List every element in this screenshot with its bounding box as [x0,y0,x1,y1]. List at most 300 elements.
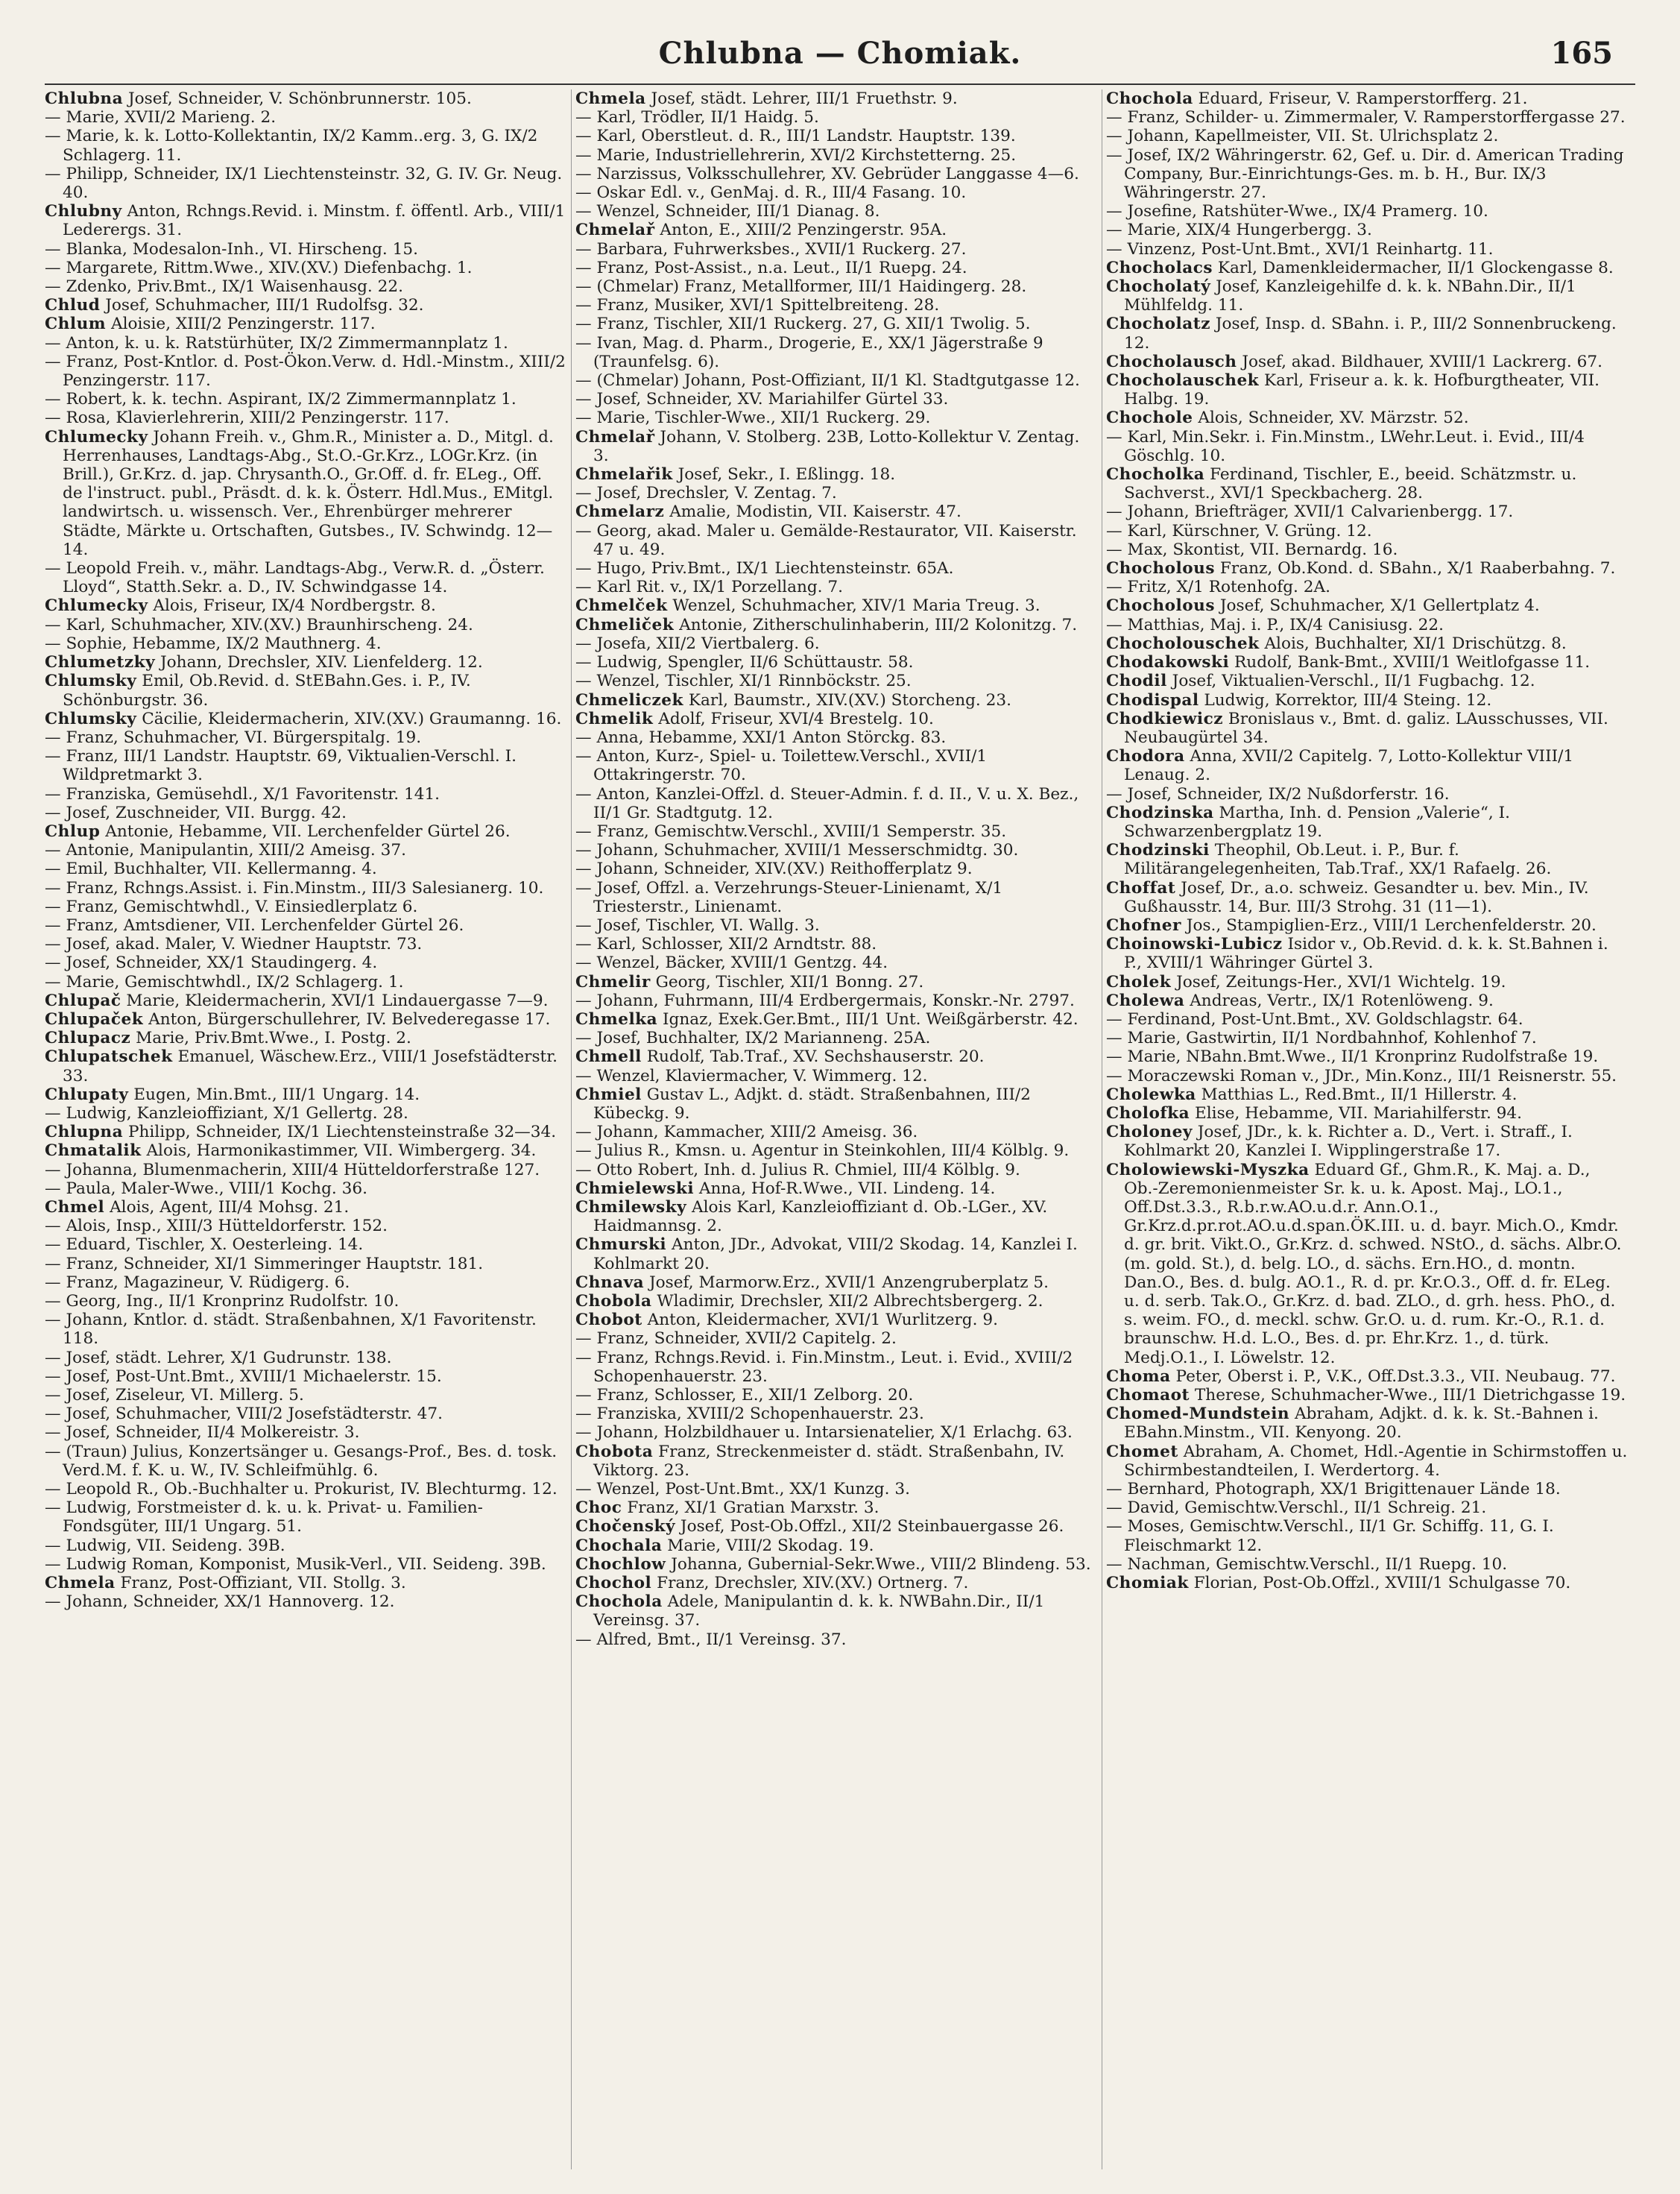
entry-details: — Johann, Kapellmeister, VII. St. Ulrichsplatz 2. [1106,127,1499,146]
entry-details: Amalie, Modistin, VII. Kaiserstr. 47. [669,502,961,522]
entry-details: — Marie, NBahn.Bmt.Wwe., II/1 Kronprinz Rudolfstraße 19. [1106,1047,1599,1067]
entry-details: — (Chmelar) Franz, Metallformer, III/1 Haidingerg. 28. [575,277,1027,297]
entry-details: Aloisie, XIII/2 Penzingerstr. 117. [111,315,376,334]
entry-details: — Philipp, Schneider, IX/1 Liechtensteinstr. 32, G. IV. Gr. Neug. 40. [45,164,563,203]
page-title: Chlubna — Chomiak. [658,36,1022,71]
entry-surname: Chmela [575,89,646,108]
directory-entry [45,1311,566,1348]
entry-details: — Sophie, Hebamme, IX/2 Mauthnerg. 4. [45,634,382,653]
directory-entry [1106,409,1628,427]
directory-entry [1106,146,1628,203]
entry-details: Eduard, Friseur, V. Ramperstorfferg. 21. [1198,89,1528,108]
directory-entry [1106,1386,1628,1405]
directory-entry [45,165,566,202]
entry-surname: Chomaot [1106,1386,1190,1405]
directory-entry [575,973,1097,992]
directory-entry [1106,691,1628,710]
entry-details: Elise, Hebamme, VII. Mariahilferstr. 94. [1195,1103,1523,1123]
entry-details: — Josef, Zuschneider, VII. Burgg. 42. [45,803,347,822]
directory-entry [45,596,566,615]
entry-details: — Anton, Kanzlei-Offzl. d. Steuer-Admin. f. d. II., V. u. X. Bez., II/1 Gr. Stadtgutg. 12. [575,784,1079,822]
directory-entry [45,1443,566,1480]
entry-details: Josef, Insp. d. SBahn. i. P., III/2 Sonnenbruckeng. 12. [1124,315,1617,353]
directory-entry [45,822,566,841]
entry-surname: Choloney [1106,1123,1193,1142]
entry-details: — Eduard, Tischler, X. Oesterleing. 14. [45,1235,364,1255]
entry-details: — Karl, Schlosser, XII/2 Arndtstr. 88. [575,935,877,954]
directory-entry [1106,221,1628,239]
directory-entry [45,315,566,333]
entry-details: Eduard Gf., Ghm.R., K. Maj. a. D., Ob.-Zeremonienmeister Sr. k. u. k. Apost. Maj., LO.1., Off.Dst.3.3., R.b.r.w.AO.u.d.r. Ann.O.1., Gr.Krz.d.pr.rot.AO.u.d.span.ÖK.III. u. d. bayr. Mich.O., Kmdr. d. gr. brit. Vikt.O., Gr.Krz. d. schwed. NStO., d. sächs. Albr.O. (m. gold. St.), d. belg. LO., d. sächs. Ern.HO., d. montn. Dan.O., Bes. d. bulg. AO.1., R. d. pr. Kr.O.3., Off. d. fr. ELeg. u. d. serb. Tak.O., Gr.Krz. d. bad. ZLO., d. grh. hess. PhO., d. s. weim. FO., d. meckl. schw. Gr.O. u. d. rum. Kr.-O., R.1. d. braunschw. H.d. L.O., Bes. d. pr. Ehr.Krz. 1., d. türk. Medj.O.1., I. Löwelstr. 12. [1124,1160,1622,1367]
directory-entry [1106,1555,1628,1574]
entry-details: — Johann, Briefträger, XVII/1 Calvarienbergg. 17. [1106,502,1514,522]
entry-surname: Chlupatschek [45,1047,173,1067]
entry-details: — Wenzel, Klaviermacher, V. Wimmerg. 12. [575,1066,928,1085]
entry-details: Rudolf, Bank-Bmt., XVIII/1 Weitlofgasse 11. [1234,653,1591,672]
entry-details: — Karl Rit. v., IX/1 Porzellang. 7. [575,578,844,597]
entry-details: — Narzissus, Volksschullehrer, XV. Gebrüder Langgasse 4—6. [575,164,1079,183]
directory-entry [45,879,566,898]
directory-entry [45,785,566,804]
entry-surname: Chlupna [45,1123,124,1142]
entry-details: — Karl, Kürschner, V. Grüng. 12. [1106,521,1372,540]
directory-entry [1106,596,1628,615]
entry-surname: Cholek [1106,972,1172,992]
entry-details: — Fritz, X/1 Rotenhofg. 2A. [1106,578,1330,597]
directory-entry [575,578,1097,596]
directory-entry [575,841,1097,860]
directory-entry [45,1349,566,1367]
directory-entry [575,672,1097,690]
entry-surname: Chmeliczek [575,690,683,710]
entry-surname: Chmiel [575,1085,642,1104]
directory-entry [575,1574,1097,1592]
entry-details: — Franz, Gemischtw.Verschl., XVIII/1 Semperstr. 35. [575,822,1007,841]
directory-entry [575,1198,1097,1235]
directory-entry [1106,841,1628,878]
entry-details: — Josefa, XII/2 Viertbalerg. 6. [575,634,820,653]
entry-surname: Choffat [1106,878,1176,898]
entry-details: Ignaz, Exek.Ger.Bmt., III/1 Unt. Weißgärberstr. 42. [663,1009,1079,1029]
directory-entry [575,1329,1097,1348]
entry-surname: Cholowiewski-Myszka [1106,1160,1310,1179]
directory-entry [1106,710,1628,747]
entry-surname: Chochlow [575,1554,666,1574]
directory-entry [1106,785,1628,804]
entry-details: — (Chmelar) Johann, Post-Offiziant, II/1 Kl. Stadtgutgasse 12. [575,371,1080,391]
entry-details: Anton, E., XIII/2 Penzingerstr. 95A. [660,221,947,240]
entry-details: Johann, Drechsler, XIV. Lienfelderg. 12. [160,653,483,672]
entry-details: — Wenzel, Schneider, III/1 Dianag. 8. [575,202,880,221]
entry-surname: Cholewa [1106,991,1185,1010]
entry-details: Wenzel, Schuhmacher, XIV/1 Maria Treug. 3. [672,596,1040,616]
directory-entry [575,1349,1097,1386]
directory-entry [575,1273,1097,1292]
entry-surname: Chomed-Mundstein [1106,1405,1290,1424]
entry-details: — Wenzel, Post-Unt.Bmt., XX/1 Kunzg. 3. [575,1480,910,1499]
directory-entry [575,1067,1097,1085]
entry-details: Karl, Baumstr., XIV.(XV.) Storcheng. 23. [688,690,1011,710]
entry-details: — Otto Robert, Inh. d. Julius R. Chmiel, III/4 Kölblg. 9. [575,1160,1020,1179]
entry-details: — Franz, Schuhmacher, VI. Bürgerspitalg. 19. [45,728,422,747]
entry-surname: Chocholatý [1106,277,1211,297]
entry-surname: Chmatalik [45,1141,142,1161]
entry-details: Abraham, A. Chomet, Hdl.-Agentie in Schirmstoffen u. Schirmbestandteilen, I. Werdertorg. 4. [1124,1442,1628,1480]
entry-details: Matthias L., Red.Bmt., II/1 Hillerstr. 4. [1201,1085,1518,1104]
entry-details: — Barbara, Fuhrwerksbes., XVII/1 Ruckerg. 27. [575,239,967,259]
directory-entry [45,353,566,390]
directory-entry [575,1555,1097,1574]
entry-details: — Josef, Schneider, II/4 Molkereistr. 3. [45,1423,360,1443]
directory-entry [1106,315,1628,352]
directory-entry [575,691,1097,710]
directory-entry [1106,465,1628,502]
entry-details: Peter, Oberst i. P., V.K., Off.Dst.3.3., VII. Neubaug. 77. [1175,1366,1616,1386]
entry-details: Franz, Post-Offiziant, VII. Stollg. 3. [120,1574,406,1593]
entry-surname: Chodzinski [1106,841,1210,860]
entry-details: Gustav L., Adjkt. d. städt. Straßenbahnen, III/2 Kübeckg. 9. [593,1085,1031,1123]
directory-entry [45,953,566,972]
directory-entry [45,409,566,427]
entry-details: — Johann, Schuhmacher, XVIII/1 Messerschmidtg. 30. [575,841,1019,860]
entry-details: — Franz, Gemischtwhdl., V. Einsiedlerplatz 6. [45,897,418,916]
entry-surname: Chodora [1106,747,1185,766]
directory-entry [575,1405,1097,1423]
directory-entry [45,1141,566,1160]
directory-entry [575,728,1097,747]
directory-entry [575,1047,1097,1066]
entry-surname: Chmell [575,1047,642,1067]
entry-surname: Chmelka [575,1009,658,1029]
entry-surname: Chlupaty [45,1085,129,1104]
entry-surname: Chmel [45,1197,105,1217]
entry-details: Josef, Marmorw.Erz., XVII/1 Anzengruberplatz 5. [649,1273,1049,1292]
directory-entry [45,127,566,164]
directory-entry [575,259,1097,277]
entry-details: — Leopold Freih. v., mähr. Landtags-Abg., Verw.R. d. „Österr. Lloyd“, Statth.Sekr. a. D., IV. Schwindgasse 14. [45,559,545,597]
entry-details: Marie, Priv.Bmt.Wwe., I. Postg. 2. [136,1029,411,1048]
entry-surname: Chlumecky [45,596,148,616]
entry-surname: Chofner [1106,915,1181,935]
entry-details: — Karl, Trödler, II/1 Haidg. 5. [575,108,819,127]
entry-details: Martha, Inh. d. Pension „Valerie“, I. Schwarzenbergplatz 19. [1124,803,1511,841]
directory-entry [1106,371,1628,409]
entry-details: — Franz, Magazineur, V. Rüdigerg. 6. [45,1273,350,1292]
entry-details: — (Traun) Julius, Konzertsänger u. Gesangs-Prof., Bes. d. tosk. Verd.M. f. K. u. W., IV. Schleifmühlg. 6. [45,1442,558,1480]
entry-details: — Franz, Rchngs.Assist. i. Fin.Minstm., III/3 Salesianerg. 10. [45,878,544,898]
entry-details: — Johann, Schneider, XIV.(XV.) Reithofferplatz 9. [575,860,973,879]
entry-details: — Paula, Maler-Wwe., VIII/1 Kochg. 36. [45,1179,367,1198]
entry-surname: Chobot [575,1311,642,1330]
entry-details: — Josef, Schneider, XV. Mariahilfer Gürtel 33. [575,390,949,409]
directory-entry [1106,1029,1628,1047]
entry-details: — Marie, Gastwirtin, II/1 Nordbahnhof, Kohlenhof 7. [1106,1029,1537,1048]
directory-entry [575,710,1097,728]
entry-details: — Wenzel, Bäcker, XVIII/1 Gentzg. 44. [575,953,888,973]
entry-details: Josef, Dr., a.o. schweiz. Gesandter u. bev. Min., IV. Gußhausstr. 14, Bur. III/3 Strohg. 31 (11—1). [1124,878,1589,916]
entry-details: Antonie, Zitherschulinhaberin, III/2 Kolonitzg. 7. [679,615,1078,634]
entry-surname: Chlumecky [45,427,148,447]
entry-details: — Franz, Rchngs.Revid. i. Fin.Minstm., Leut. i. Evid., XVIII/2 Schopenhauerstr. 23. [575,1348,1073,1386]
entry-details: Alois, Schneider, XV. Märzstr. 52. [1198,409,1469,428]
directory-entry [45,898,566,916]
directory-entry [575,1386,1097,1405]
directory-entry [1106,1480,1628,1498]
directory-entry [1106,747,1628,784]
directory-entry [45,1104,566,1123]
entry-details: — Anton, Kurz-, Spiel- u. Toilettew.Verschl., XVII/1 Ottakringerstr. 70. [575,747,988,785]
directory-entry [575,785,1097,822]
entry-details: — Max, Skontist, VII. Bernardg. 16. [1106,540,1398,559]
entry-details: Jos., Stampiglien-Erz., VIII/1 Lerchenfelderstr. 20. [1186,915,1597,935]
directory-entry [1106,973,1628,992]
entry-surname: Chlumetzky [45,653,156,672]
directory-entry [575,1498,1097,1517]
directory-entry [1106,540,1628,559]
entry-details: — Josef, Buchhalter, IX/2 Marianneng. 25A. [575,1029,931,1048]
entry-surname: Chocholous [1106,596,1216,616]
entry-details: — Josef, akad. Maler, V. Wiedner Hauptstr. 73. [45,935,423,954]
directory-entry [45,108,566,127]
column-3 [1106,89,1628,2177]
entry-details: Andreas, Vertr., IX/1 Rotenlöweng. 9. [1190,991,1494,1010]
entry-surname: Chochala [575,1536,663,1555]
directory-entry [575,879,1097,916]
directory-entry [45,277,566,296]
directory-entry [1106,240,1628,259]
directory-entry [1106,672,1628,690]
directory-entry [1106,578,1628,596]
directory-entry [45,916,566,935]
entry-surname: Cholewka [1106,1085,1196,1104]
directory-entry [575,484,1097,502]
entry-surname: Chlupaček [45,1009,144,1029]
directory-entry [575,616,1097,634]
directory-entry [575,108,1097,127]
directory-entry [575,1161,1097,1179]
directory-entry [45,935,566,953]
directory-entry [575,371,1097,390]
directory-entry [45,428,566,559]
entry-surname: Chmela [45,1574,116,1593]
directory-entry [575,1141,1097,1160]
entry-details: Cäcilie, Kleidermacherin, XIV.(XV.) Graumanng. 16. [142,709,562,728]
entry-details: — Franz, Schilder- u. Zimmermaler, V. Ramperstorffergasse 27. [1106,108,1626,127]
entry-details: — Matthias, Maj. i. P., IX/4 Canisiusg. 22. [1106,615,1444,634]
entry-details: Josef, Schuhmacher, X/1 Gellertplatz 4. [1219,596,1540,616]
directory-entry [575,1179,1097,1198]
entry-details: Josef, Schuhmacher, III/1 Rudolfsg. 32. [105,296,424,315]
directory-entry [45,616,566,634]
entry-surname: Chmelir [575,972,651,992]
entry-details: Josef, JDr., k. k. Richter a. D., Vert. i. Straff., I. Kohlmarkt 20, Kanzlei I. Wipplingerstraße 17. [1124,1123,1573,1161]
entry-surname: Chomet [1106,1442,1178,1461]
directory-entry [575,634,1097,653]
directory-entry [575,1423,1097,1442]
directory-entry [1106,1498,1628,1517]
entry-details: — Margarete, Rittm.Wwe., XIV.(XV.) Diefenbachg. 1. [45,258,473,277]
directory-entry [45,1386,566,1405]
entry-details: — Rosa, Klavierlehrerin, XIII/2 Penzingerstr. 117. [45,409,449,428]
entry-surname: Chlud [45,296,101,315]
directory-entry [45,1367,566,1386]
entry-details: Emanuel, Wäschew.Erz., VIII/1 Josefstädterstr. 33. [63,1047,558,1085]
directory-entry [1106,804,1628,841]
entry-details: — Josef, Ziseleur, VI. Millerg. 5. [45,1386,304,1405]
directory-entry [1106,202,1628,221]
entry-surname: Chlubny [45,202,122,221]
directory-entry [45,710,566,728]
directory-entry [45,634,566,653]
entry-details: — Josef, Schneider, IX/2 Nußdorferstr. 16. [1106,784,1450,804]
entry-surname: Chodispal [1106,690,1199,710]
entry-surname: Chocholatz [1106,315,1210,334]
entry-details: — Franz, Musiker, XVI/1 Spittelbreiteng. 28. [575,296,940,315]
directory-entry [575,916,1097,935]
entry-surname: Chlupacz [45,1029,131,1048]
directory-entry [1106,1517,1628,1554]
entry-details: — Johann, Fuhrmann, III/4 Erdbergermais, Konskr.-Nr. 2797. [575,991,1075,1010]
directory-entry [45,841,566,860]
entry-details: — Hugo, Priv.Bmt., IX/1 Liechtensteinstr. 65A. [575,559,954,579]
entry-details: — David, Gemischtw.Verschl., II/1 Schreig. 21. [1106,1498,1487,1518]
directory-entry [45,728,566,747]
directory-entry [1106,108,1628,127]
entry-surname: Chodzinska [1106,803,1214,822]
entry-surname: Chocholausch [1106,352,1237,371]
entry-details: Josef, Viktualien-Verschl., II/1 Fugbachg. 12. [1172,672,1535,691]
directory-entry [575,183,1097,202]
entry-details: — Wenzel, Tischler, XI/1 Rinnböckstr. 25. [575,672,912,691]
entry-surname: Chocholka [1106,465,1205,485]
entry-details: Alois, Buchhalter, XI/1 Drischützg. 8. [1264,634,1567,653]
entry-surname: Chodkiewicz [1106,709,1223,728]
directory-entry [1106,428,1628,465]
directory-entry [45,296,566,315]
entry-details: Franz, Drechsler, XIV.(XV.) Ortnerg. 7. [657,1574,969,1593]
directory-entry [1106,127,1628,145]
directory-entry [45,747,566,784]
entry-details: — Julius R., Kmsn. u. Agentur in Steinkohlen, III/4 Kölblg. 9. [575,1141,1070,1161]
entry-details: — Leopold R., Ob.-Buchhalter u. Prokurist, IV. Blechturmg. 12. [45,1480,558,1499]
directory-entry [45,1498,566,1536]
entry-surname: Chmilewsky [575,1197,687,1217]
entry-surname: Chomiak [1106,1574,1189,1593]
directory-entry [45,1123,566,1141]
directory-entry [575,1517,1097,1536]
entry-details: — Franz, Tischler, XII/1 Ruckerg. 27, G. XII/1 Twolig. 5. [575,315,1031,334]
directory-entry [1106,1405,1628,1442]
directory-entry [45,1047,566,1085]
entry-details: — Johann, Kammacher, XIII/2 Ameisg. 36. [575,1123,918,1142]
entry-details: — Josefine, Ratshüter-Wwe., IX/4 Pramerg. 10. [1106,202,1488,221]
entry-surname: Chočenský [575,1517,676,1536]
entry-details: Anton, JDr., Advokat, VIII/2 Skodag. 14, Kanzlei I. Kohlmarkt 20. [593,1235,1078,1273]
entry-details: — Franziska, Gemüsehdl., X/1 Favoritenstr. 141. [45,784,440,804]
entry-details: Anton, Bürgerschullehrer, IV. Belvederegasse 17. [148,1009,551,1029]
entry-details: Alois Karl, Kanzleioffiziant d. Ob.-LGer., XV. Haidmannsg. 2. [593,1197,1048,1236]
entry-details: Eugen, Min.Bmt., III/1 Ungarg. 14. [133,1085,420,1104]
directory-entry [45,1255,566,1273]
entry-details: — Josef, Tischler, VI. Wallg. 3. [575,915,820,935]
entry-details: — Blanka, Modesalon-Inh., VI. Hirscheng. 15. [45,239,418,259]
directory-entry [1106,1104,1628,1123]
directory-entry [45,1179,566,1198]
directory-entry [1106,1010,1628,1029]
directory-entry [45,240,566,259]
entry-details: Rudolf, Tab.Traf., XV. Sechshauserstr. 20. [646,1047,985,1067]
entry-details: — Georg, akad. Maler u. Gemälde-Restaurator, VII. Kaiserstr. 47 u. 49. [575,521,1077,559]
entry-surname: Chlum [45,315,107,334]
entry-details: — Marie, XVII/2 Marieng. 2. [45,108,277,127]
header-rule [45,83,1635,85]
entry-details: — Anton, k. u. k. Ratstürhüter, IX/2 Zimmermannplatz 1. [45,333,508,353]
directory-entry [575,1123,1097,1141]
entry-details: — Georg, Ing., II/1 Kronprinz Rudolfstr. 10. [45,1292,400,1311]
directory-entry [45,390,566,409]
directory-entry [1106,522,1628,540]
directory-entry [45,1592,566,1611]
entry-details: — Ludwig Roman, Komponist, Musik-Verl., VII. Seideng. 39B. [45,1554,546,1574]
entry-details: Josef, Schneider, V. Schönbrunnerstr. 105. [127,89,472,108]
entry-details: — Franziska, XVIII/2 Schopenhauerstr. 23. [575,1405,924,1424]
entry-surname: Chobota [575,1442,654,1461]
entry-surname: Chochol [575,1574,652,1593]
directory-entry [45,1198,566,1217]
entry-details: — Zdenko, Priv.Bmt., IX/1 Waisenhausg. 22. [45,277,403,297]
directory-entry [575,465,1097,484]
directory-entry [45,1292,566,1311]
entry-details: — Josef, Offzl. a. Verzehrungs-Steuer-Linienamt, X/1 Triesterstr., Linienamt. [575,878,1003,916]
directory-entry [575,653,1097,672]
entry-details: — Johann, Kntlor. d. städt. Straßenbahnen, X/1 Favoritenstr. 118. [45,1311,537,1349]
entry-surname: Cholofka [1106,1103,1190,1123]
directory-entry [575,165,1097,183]
entry-surname: Choma [1106,1366,1171,1386]
entry-details: — Ludwig, Spengler, II/6 Schüttaustr. 58. [575,653,914,672]
entry-details: — Anna, Hebamme, XXI/1 Anton Störckg. 83. [575,728,947,747]
entry-details: Therese, Schuhmacher-Wwe., III/1 Dietrichgasse 19. [1194,1386,1626,1405]
entry-details: — Marie, XIX/4 Hungerbergg. 3. [1106,221,1372,240]
directory-entry [45,559,566,596]
column-2 [575,89,1097,2177]
entry-details: — Josef, IX/2 Währingerstr. 62, Gef. u. Dir. d. American Trading Company, Bur.-Einrichtungs-Ges. m. b. H., Bur. IX/3 Währingerstr. 27. [1106,145,1624,203]
entry-surname: Chmelarz [575,502,665,522]
entry-surname: Chmeliček [575,615,675,634]
directory-entry [1106,259,1628,277]
entry-surname: Choc [575,1498,622,1518]
directory-entry [1106,1047,1628,1066]
entry-details: Alois, Friseur, IX/4 Nordbergstr. 8. [153,596,436,616]
directory-entry [575,596,1097,615]
directory-entry [1106,879,1628,916]
entry-details: Josef, Sekr., I. Eßlingg. 18. [678,465,896,485]
directory-entry [45,1029,566,1047]
entry-details: — Franz, Post-Kntlor. d. Post-Ökon.Verw. d. Hdl.-Minstm., XIII/2 Penzingerstr. 117. [45,352,566,391]
entry-details: Alois, Harmonikastimmer, VII. Wimbergerg. 34. [146,1141,537,1161]
entry-details: — Johanna, Blumenmacherin, XIII/4 Hütteldorferstraße 127. [45,1160,540,1179]
directory-entry [1106,616,1628,634]
entry-details: — Antonie, Manipulantin, XIII/2 Ameisg. 37. [45,841,406,860]
directory-entry [575,1029,1097,1047]
entry-details: Wladimir, Drechsler, XII/2 Albrechtsbergerg. 2. [657,1292,1043,1311]
entry-surname: Chocholous [1106,559,1216,579]
directory-entry [1106,634,1628,653]
entry-details: — Karl, Schuhmacher, XIV.(XV.) Braunhirscheng. 24. [45,615,473,634]
directory-entry [575,953,1097,972]
directory-entry [575,1085,1097,1123]
entry-details: Josef, Post-Ob.Offzl., XII/2 Steinbauergasse 26. [680,1517,1064,1536]
